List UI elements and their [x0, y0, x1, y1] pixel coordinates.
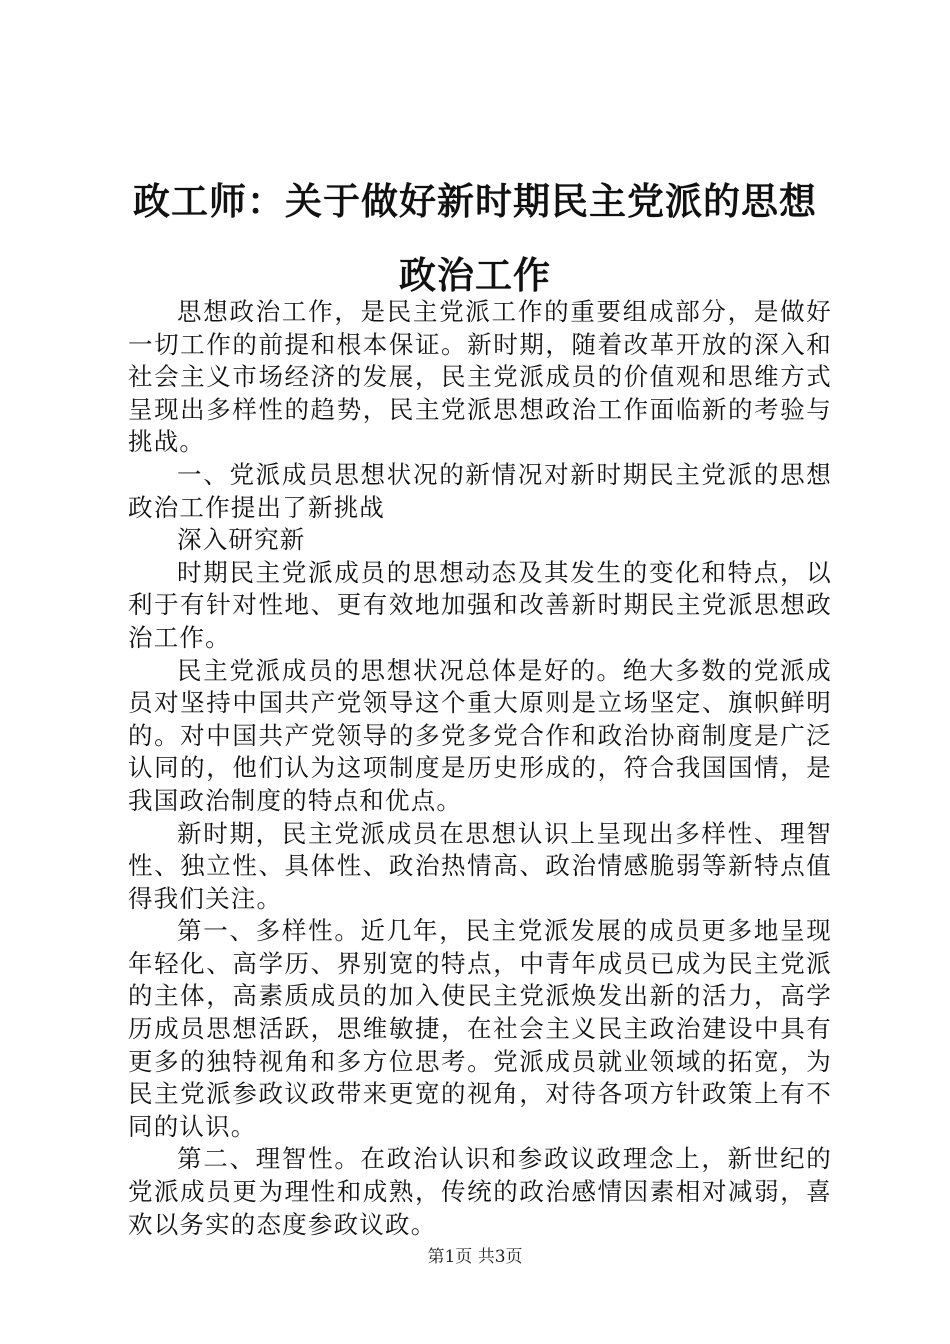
document-title: 政工师：关于做好新时期民主党派的思想政治工作: [133, 180, 817, 297]
paragraph-fragment: 深入研究新: [177, 525, 306, 555]
paragraph-intro: 思想政治工作，是民主党派工作的重要组成部分，是做好一切工作的前提和根本保证。新时期，随着改革开放的深入和社会主义市场经济的发展，民主党派成员的价值观和思维方式呈现出多样性的趋势，民主党派思想政治工作面临新的考验与挑战。: [128, 297, 832, 457]
document-body: [128, 296, 832, 1241]
paragraph-overall: 民主党派成员的思想状况总体是好的。绝大多数的党派成员对坚持中国共产党领导这个重大原则是立场坚定、旗帜鲜明的。对中国共产党领导的多党多党合作和政治协商制度是广泛认同的，他们认为这项制度是历史形成的，符合我国国情，是我国政治制度的特点和优点。: [128, 655, 832, 815]
paragraph-diversity: 第一、多样性。近几年，民主党派发展的成员更多地呈现年轻化、高学历、界别宽的特点，中青年成员已成为民主党派的主体，高素质成员的加入使民主党派焕发出新的活力，高学历成员思想活跃，思维敏捷，在社会主义民主政治建设中具有更多的独特视角和多方位思考。党派成员就业领域的拓宽，为民主党派参政议政带来更宽的视角，对待各项方针政策上有不同的认识。: [128, 916, 832, 1141]
page-footer: 第1页 共3页: [427, 1247, 523, 1267]
paragraph-rationality: 第二、理智性。在政治认识和参政议政理念上，新世纪的党派成员更为理性和成熟，传统的政治感情因素相对减弱，喜欢以务实的态度参政议政。: [128, 1144, 832, 1239]
paragraph-features: 新时期，民主党派成员在思想认识上呈现出多样性、理智性、独立性、具体性、政治热情高、政治情感脆弱等新特点值得我们关注。: [128, 818, 832, 913]
section-heading-1: 一、党派成员思想状况的新情况对新时期民主党派的思想政治工作提出了新挑战: [128, 459, 832, 522]
paragraph-study: 时期民主党派成员的思想动态及其发生的变化和特点，以利于有针对性地、更有效地加强和改善新时期民主党派思想政治工作。: [128, 557, 832, 652]
